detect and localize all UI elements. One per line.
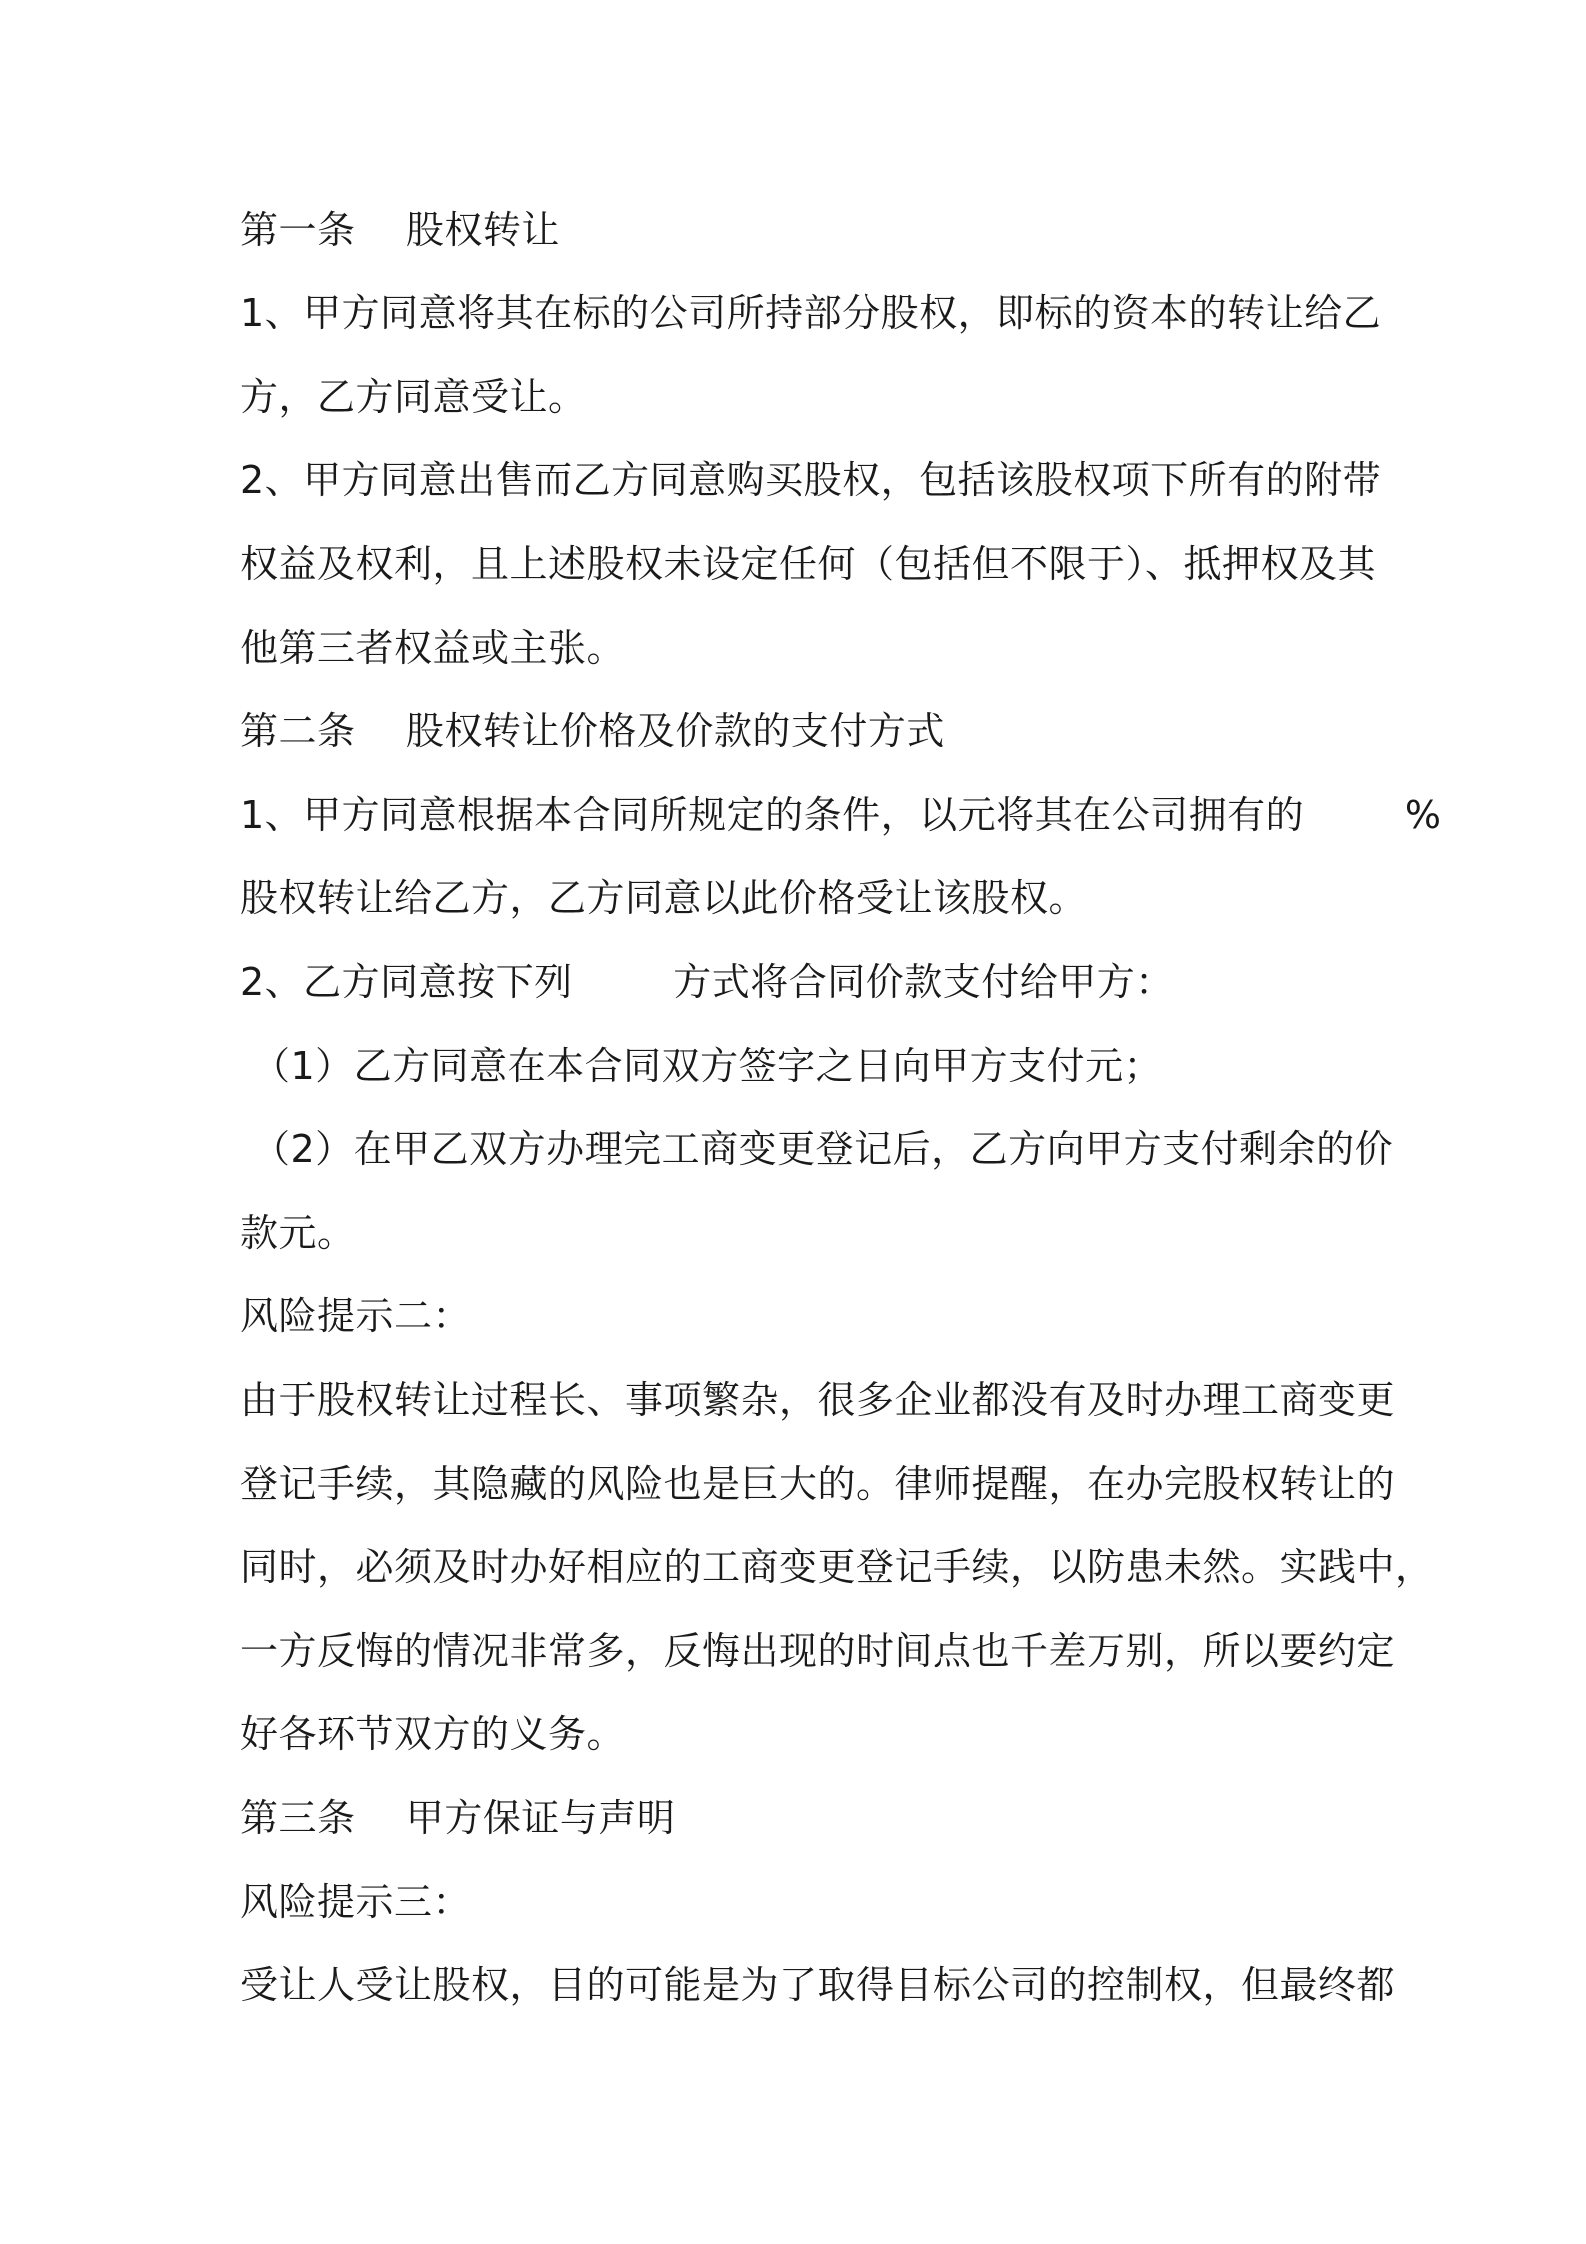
paragraph-line: 1、甲方同意根据本合同所规定的条件，以元将其在公司拥有的 % — [240, 793, 1442, 837]
paragraph-line: 好各环节双方的义务。 — [240, 1712, 626, 1756]
risk-tip-2-heading: 风险提示二： — [240, 1294, 472, 1338]
article-3-heading: 第三条 甲方保证与声明 — [240, 1796, 676, 1840]
paragraph-line: 股权转让给乙方，乙方同意以此价格受让该股权。 — [240, 876, 1088, 920]
paragraph-line: 受让人受让股权，目的可能是为了取得目标公司的控制权，但最终都 — [240, 1963, 1396, 2007]
paragraph-line: 权益及权利，且上述股权未设定任何（包括但不限于）、抵押权及其 — [240, 542, 1377, 586]
paragraph-line: 由于股权转让过程长、事项繁杂，很多企业都没有及时办理工商变更 — [240, 1378, 1396, 1422]
paragraph-line: （2）在甲乙双方办理完工商变更登记后，乙方向甲方支付剩余的价 — [252, 1127, 1394, 1171]
article-2-heading: 第二条 股权转让价格及价款的支付方式 — [240, 709, 945, 753]
paragraph-line: 1、甲方同意将其在标的公司所持部分股权，即标的资本的转让给乙 — [240, 291, 1382, 335]
paragraph-line: 同时，必须及时办好相应的工商变更登记手续，以防患未然。实践中， — [240, 1545, 1434, 1589]
paragraph-line: 登记手续，其隐藏的风险也是巨大的。律师提醒，在办完股权转让的 — [240, 1462, 1396, 1506]
paragraph-line: 他第三者权益或主张。 — [240, 626, 626, 670]
paragraph-line: 2、乙方同意按下列 方式将合同价款支付给甲方： — [240, 960, 1174, 1004]
paragraph-line: 方，乙方同意受让。 — [240, 375, 587, 419]
article-1-heading: 第一条 股权转让 — [240, 208, 560, 252]
paragraph-line: 一方反悔的情况非常多，反悔出现的时间点也千差万别，所以要约定 — [240, 1629, 1396, 1673]
paragraph-line: 2、甲方同意出售而乙方同意购买股权，包括该股权项下所有的附带 — [240, 458, 1382, 502]
risk-tip-3-heading: 风险提示三： — [240, 1880, 472, 1924]
paragraph-line: 款元。 — [240, 1211, 356, 1255]
paragraph-line: （1）乙方同意在本合同双方签字之日向甲方支付元； — [252, 1044, 1163, 1088]
